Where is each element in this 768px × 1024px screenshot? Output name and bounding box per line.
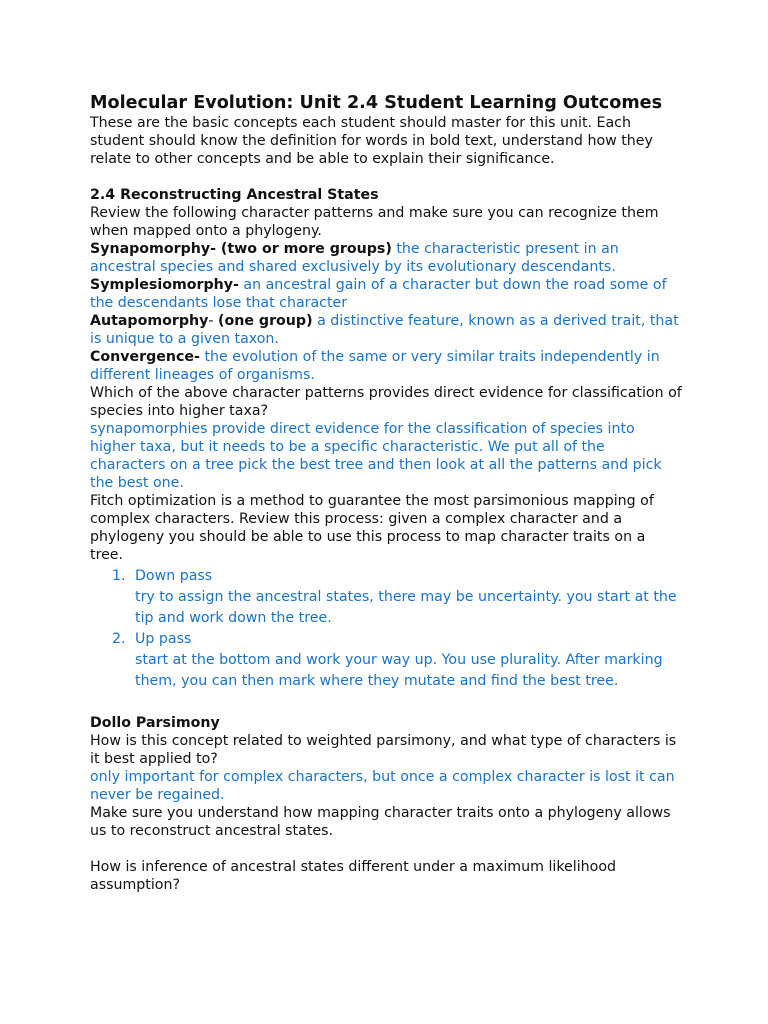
step-title: Up pass (135, 631, 192, 647)
step-number: 1. (112, 568, 126, 584)
step-title: Down pass (135, 568, 213, 584)
spacer (90, 696, 682, 714)
term-label: Synapomorphy- (two or more groups) (90, 241, 392, 257)
intro-paragraph: These are the basic concepts each student should master for this unit. Each student should know the definition for words in bold text, understand how they relate to other concepts and be able to explain their significance. (90, 115, 653, 167)
fitch-steps (90, 566, 682, 692)
term-separator: - (208, 313, 219, 329)
list-item (90, 629, 682, 692)
section-heading: 2.4 Reconstructing Ancestral States (90, 187, 379, 203)
steps-list (90, 566, 682, 692)
term-synapomorphy (90, 240, 682, 276)
mapping-paragraph: Make sure you understand how mapping character traits onto a phylogeny allows us to reconstruct ancestral states. (90, 805, 671, 839)
step-detail: start at the bottom and work your way up. You use plurality. After marking them, you can then mark where they mutate and find the best tree. (135, 652, 663, 689)
list-item (90, 566, 682, 629)
term-autapomorphy (90, 312, 682, 348)
term-qualifier: (one group) (218, 313, 313, 329)
term-convergence (90, 348, 682, 384)
ml-question: How is inference of ancestral states different under a maximum likelihood assumption? (90, 859, 617, 893)
term-label: Autapomorphy (90, 313, 209, 329)
review-paragraph: Review the following character patterns and make sure you can recognize them when mapped onto a phylogeny. (90, 205, 659, 239)
term-definition: a distinctive feature, known as a derived trait, that is unique to a given taxon. (90, 313, 679, 347)
term-definition: the characteristic present in an ancestral species and shared exclusively by its evolutionary descendants. (90, 241, 619, 275)
step-detail: try to assign the ancestral states, there may be uncertainty. you start at the tip and work down the tree. (135, 589, 677, 626)
answer-higher-taxa: synapomorphies provide direct evidence for the classification of species into higher taxa, but it needs to be a specific characteristic. We put all of the characters on a tree pick the best tree and then look at all the patterns and pick the best one. (90, 421, 662, 491)
term-symplesiomorphy (90, 276, 682, 312)
step-number: 2. (112, 631, 126, 647)
spacer (90, 840, 682, 858)
dollo-heading: Dollo Parsimony (90, 715, 220, 731)
spacer (90, 168, 682, 186)
dollo-question: How is this concept related to weighted parsimony, and what type of characters is it best applied to? (90, 733, 677, 767)
term-definition: the evolution of the same or very similar traits independently in different lineages of organisms. (90, 349, 660, 383)
term-label: Convergence- (90, 349, 200, 365)
question-higher-taxa: Which of the above character patterns provides direct evidence for classification of species into higher taxa? (90, 385, 682, 419)
fitch-paragraph: Fitch optimization is a method to guarantee the most parsimonious mapping of complex characters. Review this process: given a complex character and a phylogeny you should be able to use this process to map character traits on a tree. (90, 493, 654, 563)
document-page (90, 92, 682, 894)
dollo-answer: only important for complex characters, but once a complex character is lost it can never be regained. (90, 769, 675, 803)
term-label: Symplesiomorphy- (90, 277, 239, 293)
document-title: Molecular Evolution: Unit 2.4 Student Learning Outcomes (90, 93, 663, 113)
term-definition: an ancestral gain of a character but down the road some of the descendants lose that character (90, 277, 667, 311)
